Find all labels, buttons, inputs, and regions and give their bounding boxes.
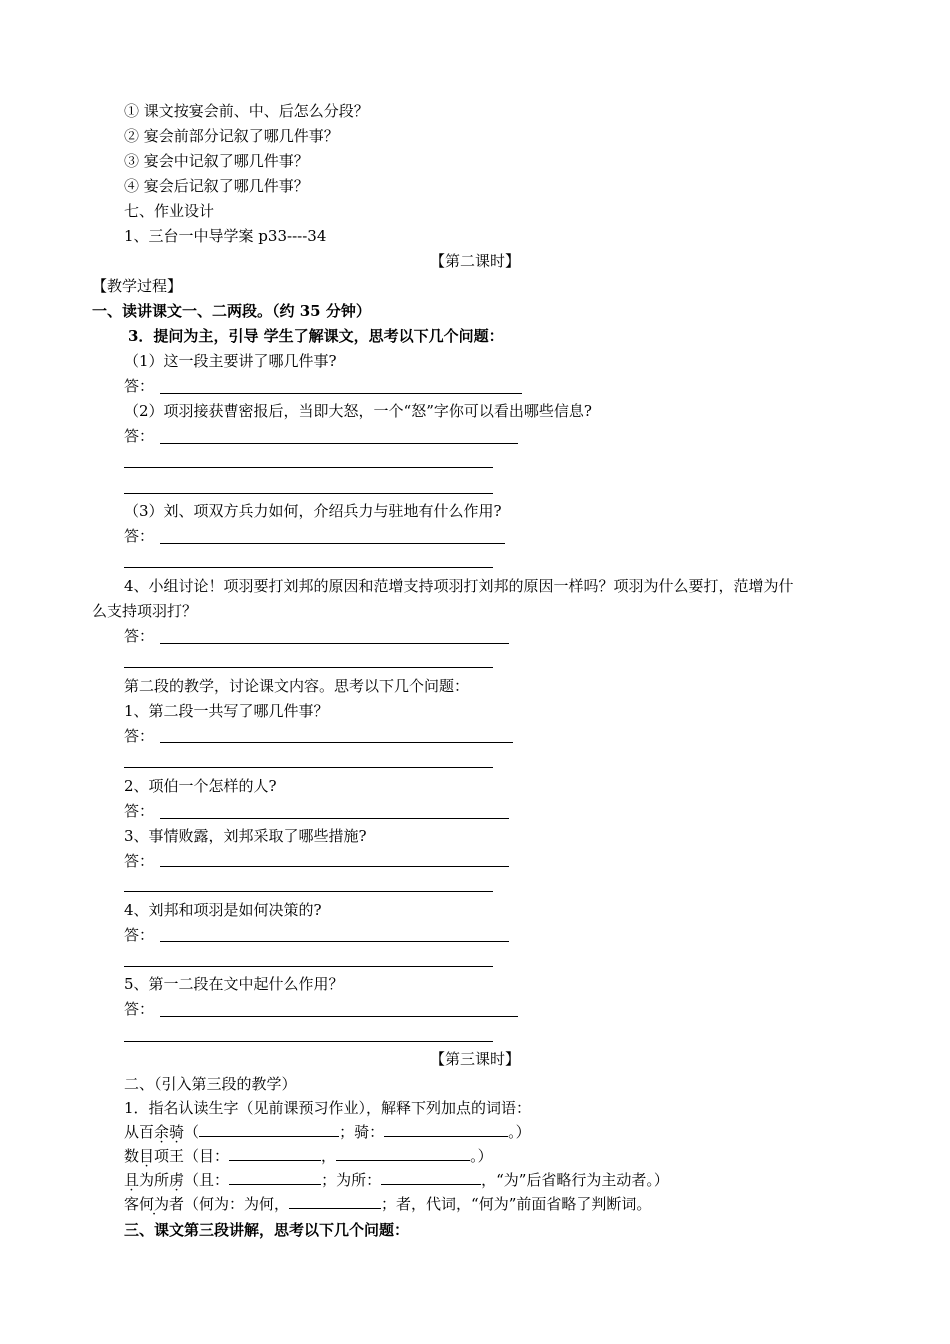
- discussion-4-line-2: 么支持项羽打？: [92, 602, 198, 620]
- question-2: ② 宴会前部分记叙了哪几件事？: [124, 127, 339, 145]
- answer-line: [124, 966, 493, 967]
- answer-line: [160, 543, 505, 544]
- homework-heading: 七、作业设计: [124, 202, 215, 220]
- vocab-line-2: 数目项王（目： ， 。）: [124, 1147, 493, 1165]
- lesson-3-title: 【第三课时】: [430, 1050, 521, 1068]
- item-1: 1、第二段一共写了哪几件事？: [124, 702, 329, 720]
- answer-label: 答：: [124, 427, 155, 445]
- vocab-line-3: 且为所虏（且： ；为所： ，“为”后省略行为主动者。）: [124, 1171, 669, 1189]
- discussion-4-line-1: 4、小组讨论！项羽要打刘邦的原因和范增支持项羽打刘邦的原因一样吗？项羽为什么要打，范增为什: [124, 577, 794, 595]
- blank: [381, 1170, 481, 1185]
- item-2: 2、项伯一个怎样的人?: [124, 777, 277, 795]
- answer-line: [160, 643, 509, 644]
- question-3: ③ 宴会中记叙了哪几件事？: [124, 152, 309, 170]
- dotted-char: 何为: [139, 1195, 170, 1213]
- answer-label: 答：: [124, 627, 155, 645]
- answer-label: 答：: [124, 727, 155, 745]
- answer-label: 答：: [124, 926, 155, 944]
- answer-line: [124, 667, 493, 668]
- vocab-instruction: 1．指名认读生字（见前课预习作业），解释下列加点的词语：: [124, 1099, 532, 1117]
- answer-line: [160, 742, 513, 743]
- blank: [336, 1146, 470, 1161]
- step-3-heading: 3．提问为主，引导 学生了解课文，思考以下几个问题：: [128, 327, 504, 345]
- prompt-1: （1）这一段主要讲了哪几件事?: [124, 352, 337, 370]
- answer-line: [124, 493, 493, 494]
- question-4: ④ 宴会后记叙了哪几件事？: [124, 177, 309, 195]
- answer-label: 答：: [124, 527, 155, 545]
- vocab-line-1: 从百余骑（ ；骑： 。）: [124, 1123, 531, 1141]
- item-5: 5、第一二段在文中起什么作用？: [124, 975, 344, 993]
- paragraph-2-intro: 第二段的教学，讨论课文内容。思考以下几个问题：: [124, 677, 470, 695]
- prompt-2: （2）项羽接获曹密报后，当即大怒，一个“怒”字你可以看出哪些信息?: [124, 402, 592, 420]
- homework-item: 1、三台一中导学案 p33----34: [124, 227, 327, 245]
- dotted-char: 余: [154, 1123, 170, 1141]
- answer-label: 答：: [124, 852, 155, 870]
- teaching-process-heading: 【教学过程】: [92, 277, 183, 295]
- answer-line: [124, 467, 493, 468]
- answer-line: [160, 1016, 518, 1017]
- answer-line: [124, 567, 493, 568]
- answer-line: [124, 1041, 493, 1042]
- vocab-line-4: 客何为者（何为：为何， ；者，代词，“何为”前面省略了判断词。: [124, 1195, 652, 1213]
- answer-line: [124, 767, 493, 768]
- answer-line: [160, 866, 509, 867]
- answer-line: [124, 891, 493, 892]
- answer-label: 答：: [124, 802, 155, 820]
- item-3: 3、事情败露，刘邦采取了哪些措施?: [124, 827, 367, 845]
- answer-line: [160, 941, 509, 942]
- section-1-heading: 一、读讲课文一、二两段。（约 35 分钟）: [92, 302, 371, 320]
- question-1: ① 课文按宴会前、中、后怎么分段？: [124, 102, 369, 120]
- answer-label: 答：: [124, 377, 155, 395]
- blank: [289, 1194, 381, 1209]
- dotted-char: 骑: [169, 1123, 185, 1141]
- dotted-char: 目: [139, 1147, 155, 1165]
- dotted-char: 且: [124, 1171, 140, 1189]
- answer-line: [160, 443, 518, 444]
- answer-label: 答：: [124, 1000, 155, 1018]
- blank: [199, 1122, 339, 1137]
- dotted-char: 虏: [169, 1171, 185, 1189]
- blank: [384, 1122, 508, 1137]
- blank: [229, 1170, 321, 1185]
- lesson-2-title: 【第二课时】: [429, 252, 520, 270]
- item-4: 4、刘邦和项羽是如何决策的?: [124, 901, 322, 919]
- answer-line: [160, 818, 509, 819]
- prompt-3: （3）刘、项双方兵力如何，介绍兵力与驻地有什么作用?: [124, 502, 502, 520]
- section-3-heading: 三、课文第三段讲解，思考以下几个问题：: [124, 1221, 410, 1239]
- section-2-heading: 二、（引入第三段的教学）: [124, 1075, 297, 1093]
- answer-line: [160, 393, 522, 394]
- blank: [229, 1146, 321, 1161]
